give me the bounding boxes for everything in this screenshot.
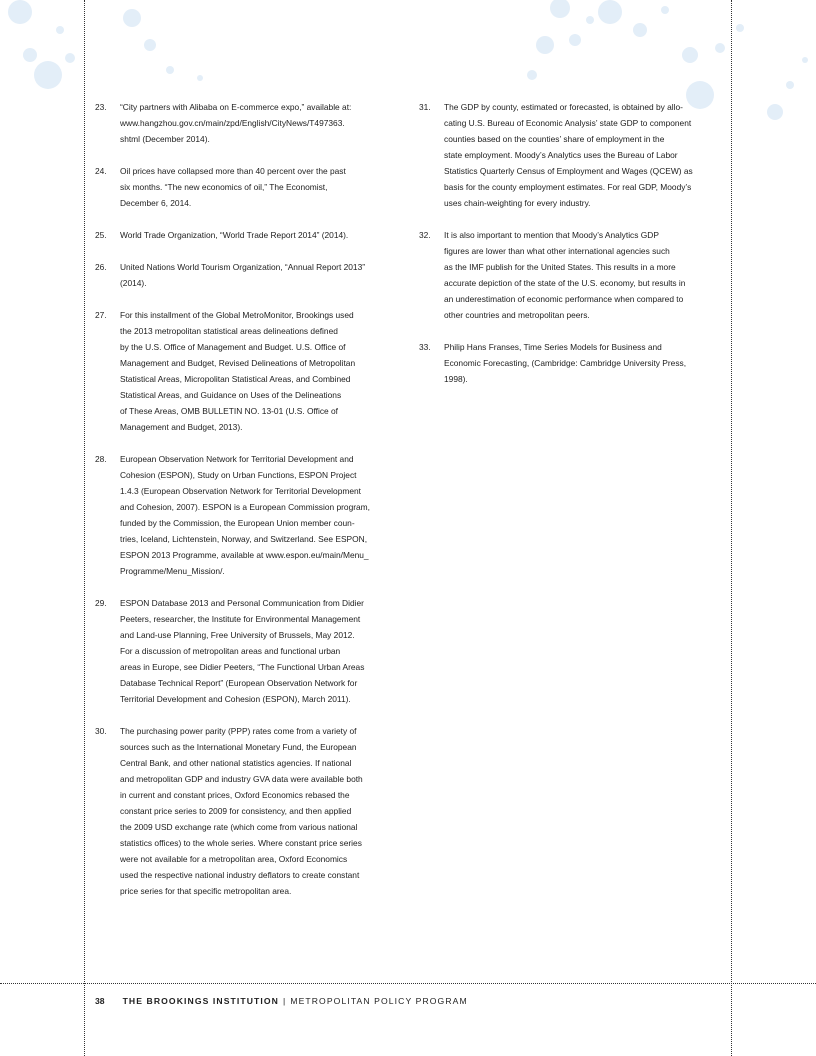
- endnote-text: Oil prices have collapsed more than 40 percent over the past six months. “The new economics of oil,” The Economist, December 6, 2014.: [120, 166, 346, 208]
- endnote-number: 28.: [95, 454, 107, 464]
- endnote-text: “City partners with Alibaba on E-commerce expo,” available at: www.hangzhou.gov.cn/main/zpd/English/CityNews/T497363. shtml (December 2014).: [120, 102, 352, 144]
- page-footer: [95, 996, 468, 1006]
- endnote-23: [95, 99, 398, 147]
- endnote-32: [419, 227, 721, 323]
- endnote-25: [95, 227, 398, 243]
- endnote-26: [95, 259, 398, 291]
- endnote-31: [419, 99, 721, 211]
- endnote-text: World Trade Organization, “World Trade Report 2014” (2014).: [120, 230, 349, 240]
- endnote-24: [95, 163, 398, 211]
- endnote-number: 31.: [419, 102, 431, 112]
- crop-line-bottom: [0, 983, 816, 984]
- endnote-number: 24.: [95, 166, 107, 176]
- endnote-33: [419, 339, 721, 387]
- endnote-number: 29.: [95, 598, 107, 608]
- program-name: METROPOLITAN POLICY PROGRAM: [290, 996, 468, 1006]
- endnote-number: 23.: [95, 102, 107, 112]
- institution-name: THE BROOKINGS INSTITUTION: [122, 996, 279, 1006]
- endnote-28: [95, 451, 398, 579]
- footer-separator: |: [282, 996, 287, 1006]
- endnotes-left-column: [95, 99, 398, 915]
- endnote-number: 27.: [95, 310, 107, 320]
- endnote-text: It is also important to mention that Moody’s Analytics GDP figures are lower than what other international agencies such as the IMF publish for the United States. This results in a more accurate depiction of the state of the U.S. economy, but results in an underestimation of economic performance when compared to other countries and metropolitan peers.: [444, 230, 686, 320]
- endnote-text: Philip Hans Franses, Time Series Models for Business and Economic Forecasting, (Cambridge: Cambridge University Press, 1998).: [444, 342, 687, 384]
- endnote-text: The GDP by county, estimated or forecasted, is obtained by allo- cating U.S. Bureau of Economic Analysis’ state GDP to component counties based on the counties’ share of employment in the state employment. Moody’s Analytics uses the Bureau of Labor Statistics Quarterly Census of Employment and Wages (QCEW) as basis for the county employment estimates. For real GDP, Moody’s uses chain-weighting for every industry.: [444, 102, 693, 208]
- endnote-text: European Observation Network for Territorial Development and Cohesion (ESPON), Study on Urban Functions, ESPON Project 1.4.3 (European Observation Network for Territorial Development and Cohesion, 2007). ESPON is a European Commission program, funded by the Commission, the European Union member coun- tries, Iceland, Lichtenstein, Norway, and Switzerland. See ESPON, ESPON 2013 Programme, available at www.espon.eu/main/Menu_ Programme/Menu_Mission/.: [120, 454, 370, 576]
- endnote-number: 30.: [95, 726, 107, 736]
- endnote-number: 25.: [95, 230, 107, 240]
- endnote-text: ESPON Database 2013 and Personal Communication from Didier Peeters, researcher, the Institute for Environmental Management and Land-use Planning, Free University of Brussels, May 2012. For a discussion of metropolitan areas and functional urban areas in Europe, see Didier Peeters, “The Functional Urban Areas Database Technical Report” (European Observation Network for Territorial Development and Cohesion (ESPON), March 2011).: [120, 598, 365, 704]
- page-number: 38: [95, 996, 105, 1006]
- endnote-30: [95, 723, 398, 899]
- endnote-text: For this installment of the Global MetroMonitor, Brookings used the 2013 metropolitan statistical areas delineations defined by the U.S. Office of Management and Budget. U.S. Office of Management and Budget, Revised Delineations of Metropolitan Statistical Areas, Micropolitan Statistical Areas, and Combined Statistical Areas, and Guidance on Uses of the Delineations of These Areas, OMB BULLETIN NO. 13-01 (U.S. Office of Management and Budget, 2013).: [120, 310, 356, 432]
- endnote-text: United Nations World Tourism Organization, “Annual Report 2013” (2014).: [120, 262, 366, 288]
- crop-line-left: [84, 0, 85, 1056]
- endnote-27: [95, 307, 398, 435]
- endnote-number: 32.: [419, 230, 431, 240]
- endnote-text: The purchasing power parity (PPP) rates come from a variety of sources such as the International Monetary Fund, the European Central Bank, and other national statistics agencies. If national and metropolitan GDP and industry GVA data were available both in current and constant prices, Oxford Economics rebased the constant price series to 2009 for consistency, and then applied the 2009 USD exchange rate (which come from various national statistics offices) to the whole series. Where constant price series were not available for a metropolitan area, Oxford Economics used the respective national industry deflators to create constant price series for that specific metropolitan area.: [120, 726, 363, 896]
- crop-line-right: [731, 0, 732, 1056]
- endnote-29: [95, 595, 398, 707]
- endnotes-right-column: [419, 99, 721, 403]
- endnote-number: 26.: [95, 262, 107, 272]
- endnote-number: 33.: [419, 342, 431, 352]
